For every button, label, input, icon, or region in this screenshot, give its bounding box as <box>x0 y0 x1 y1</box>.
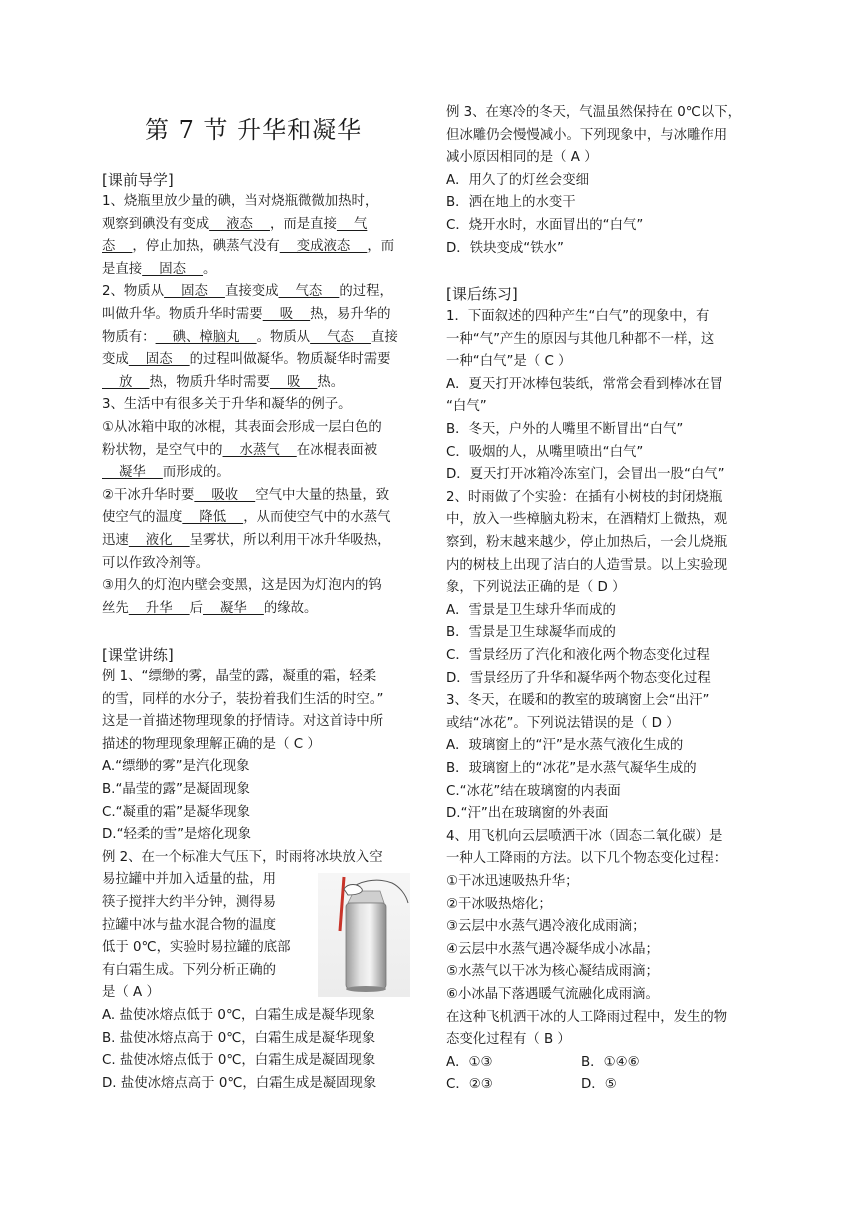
answer-blank: 气 <box>336 216 368 232</box>
after-class-line <box>446 873 579 891</box>
text: 呈雾状，所以利用干冰升华吸热， <box>189 533 391 548</box>
class-practice-line <box>102 1030 375 1048</box>
text: D．夏天打开冰箱冷冻室门，会冒出一股“白气” <box>446 467 725 483</box>
section-heading-class-practice: [课堂讲练] <box>102 646 174 664</box>
answer-option: B．①④⑥ <box>581 1054 640 1070</box>
text: 观察到碘没有变成 <box>102 216 210 232</box>
text: D.“汗”出在玻璃窗的外表面 <box>446 806 609 822</box>
text: 2、物质从 <box>102 284 165 300</box>
page-title: 第 7 节 升华和凝华 <box>145 116 363 144</box>
class-practice-line <box>102 804 250 822</box>
text: 空气中大量的热量，致 <box>255 487 390 503</box>
after-class-line <box>446 828 722 846</box>
text: D. 盐使冰熔点高于 0℃，白霜生成是凝固现象 <box>102 1075 377 1091</box>
text: ②干冰升华时要 <box>102 487 195 503</box>
text: D．雪景经历了升华和凝华两个物态变化过程 <box>446 670 711 686</box>
pre-study-line <box>102 600 317 618</box>
text: D.“轻柔的雪”是熔化现象 <box>102 827 251 843</box>
text: ①从冰箱中取的冰棍，其表面会形成一层白色的 <box>102 420 382 435</box>
after-class-line <box>446 963 659 981</box>
text: 1、烧瓶里放少量的碘，当对烧瓶微微加热时， <box>102 194 379 209</box>
can-illustration <box>318 873 410 997</box>
text: 态变化过程有（ B ） <box>446 1032 571 1048</box>
after-class-line <box>446 783 621 801</box>
answer-blank: 固态 <box>164 284 225 300</box>
text: 后 <box>189 600 204 616</box>
text: ，从而使空气中的水蒸气 <box>243 510 391 526</box>
answer-blank: 吸 <box>262 307 311 322</box>
text: 在这种飞机洒干冰的人工降雨过程中，发生的物 <box>446 1009 728 1025</box>
answer-blank: 液化 <box>128 533 190 548</box>
text: ⑤水蒸气以干冰为核心凝结成雨滴； <box>446 964 659 980</box>
after-class-line <box>446 918 645 936</box>
class-practice-line <box>102 894 276 912</box>
text: A．用久了的灯丝会变细 <box>446 172 590 188</box>
class-practice-line <box>102 917 276 935</box>
text: 一种人工降雨的方法。以下几个物态变化过程： <box>446 851 728 867</box>
pre-study-line <box>102 306 390 324</box>
class-practice-line <box>102 826 251 844</box>
class-practice-line <box>102 871 276 889</box>
text: A. 盐使冰熔点低于 0℃，白霜生成是凝华现象 <box>102 1008 375 1023</box>
after-class-line <box>446 421 683 439</box>
pre-study-line <box>102 396 352 414</box>
text: B.“晶莹的露”是凝固现象 <box>102 782 250 797</box>
text: 2、时雨做了个实验：在插有小树枝的封闭烧瓶 <box>446 489 723 505</box>
pre-study-line <box>102 238 394 256</box>
text: 例 1、“缥缈的雾，晶莹的露，凝重的霜，轻柔 <box>102 669 377 684</box>
text: C. 盐使冰熔点低于 0℃，白霜生成是凝固现象 <box>102 1053 376 1069</box>
answer-blank: 气态 <box>310 329 371 345</box>
pre-study-line <box>102 555 209 573</box>
text: 的缘故。 <box>263 600 318 616</box>
class-practice-line <box>102 668 376 686</box>
text: C．吸烟的人，从嘴里喷出“白气” <box>446 444 644 460</box>
text: 使空气的温度 <box>102 510 183 526</box>
text: C．雪景经历了汽化和液化两个物态变化过程 <box>446 648 710 663</box>
text: 象，下列说法正确的是（ D ） <box>446 580 626 596</box>
after-class-line <box>446 896 552 914</box>
answer-option: A．①③ <box>446 1054 493 1070</box>
after-class-line <box>446 444 643 462</box>
after-class-line <box>446 489 722 507</box>
pre-study-line <box>102 532 390 550</box>
text: 丝先 <box>102 600 129 616</box>
after-class-line <box>446 647 710 665</box>
after-class-line <box>446 670 711 688</box>
after-class-line <box>446 398 487 416</box>
text: 减小原因相同的是（ A ） <box>446 150 598 166</box>
pre-study-line <box>102 509 390 527</box>
after-class-line <box>446 760 697 778</box>
text: 叫做升华。物质升华时需要 <box>102 307 263 322</box>
example3-line <box>446 172 589 190</box>
text: 粉状物，是空气中的 <box>102 442 223 458</box>
answer-blank: 放 <box>102 374 150 390</box>
pre-study-line <box>102 329 398 347</box>
answer-blank: 态 <box>102 239 133 255</box>
example3-line <box>446 217 643 235</box>
text: 察到，粉末越来越少，停止加热后，一会儿烧瓶 <box>446 535 728 550</box>
class-practice-line <box>102 781 250 799</box>
text: 4、用飞机向云层喷洒干冰（固态二氧化碳）是 <box>446 828 723 844</box>
text: 。物质从 <box>256 329 311 345</box>
text: 但冰雕仍会慢慢减小。下列现象中，与冰雕作用 <box>446 127 728 143</box>
pre-study-line <box>102 193 378 211</box>
pre-study-line <box>102 442 377 460</box>
text: B．冬天，户外的人嘴里不断冒出“白气” <box>446 422 684 437</box>
text: 3、冬天，在暖和的教室的玻璃窗上会“出汗” <box>446 693 710 709</box>
after-class-line <box>446 805 608 823</box>
answer-blank: 液态 <box>209 216 270 232</box>
class-practice-line <box>102 713 383 731</box>
text: 直接变成 <box>224 284 279 300</box>
text: 的雪，同样的水分子，装扮着我们生活的时空。” <box>102 691 384 707</box>
example3-line <box>446 149 598 167</box>
text: 迅速 <box>102 533 129 548</box>
text: ②干冰吸热熔化； <box>446 896 552 912</box>
text: ④云层中水蒸气遇冷凝华成小冰晶； <box>446 941 659 957</box>
text: A.“缥缈的雾”是汽化现象 <box>102 759 250 775</box>
text: 一种“气”产生的原因与其他几种都不一样，这 <box>446 331 715 347</box>
text: 筷子搅拌大约半分钟，测得易 <box>102 895 277 910</box>
class-practice-line <box>102 939 291 957</box>
text: 在冰棍表面被 <box>296 442 378 458</box>
text: 3、生活中有很多关于升华和凝华的例子。 <box>102 397 352 413</box>
text: A．夏天打开冰棒包装纸，常常会看到棒冰在冒 <box>446 376 723 392</box>
after-class-line <box>446 941 659 959</box>
section-heading-after-class: [课后练习] <box>446 285 518 303</box>
pre-study-line <box>102 351 390 369</box>
text: ，而是直接 <box>269 216 337 232</box>
after-class-line <box>446 624 616 642</box>
answer-blank: 碘、樟脑丸 <box>155 329 257 345</box>
pre-study-line <box>102 216 367 234</box>
text: 热，物质升华时需要 <box>149 374 270 390</box>
text: 热。 <box>317 374 345 390</box>
text: 的过程叫做凝华。物质凝华时需要 <box>189 352 391 368</box>
pre-study-line <box>102 261 216 279</box>
class-practice-line <box>102 691 383 709</box>
after-class-line <box>446 986 659 1004</box>
text: 是直接 <box>102 261 143 277</box>
text: 变成 <box>102 352 129 368</box>
text: 拉罐中冰与盐水混合物的温度 <box>102 917 277 933</box>
after-class-line <box>446 602 616 620</box>
after-class-line <box>446 1031 571 1049</box>
text: 的过程， <box>339 284 393 300</box>
text: 这是一首描述物理现象的抒情诗。对这首诗中所 <box>102 714 384 730</box>
after-class-line <box>446 1009 727 1027</box>
example3-line <box>446 127 727 145</box>
text: 是（ A ） <box>102 985 160 1001</box>
text: 而形成的。 <box>162 465 230 481</box>
text: ，停止加热，碘蒸气没有 <box>132 239 280 255</box>
text: ③用久的灯泡内壁会变黑，这是因为灯泡内的钨 <box>102 578 382 594</box>
text: 1．下面叙述的四种产生“白气”的现象中，有 <box>446 309 710 324</box>
text: D．铁块变成“铁水” <box>446 240 564 256</box>
answer-blank: 吸 <box>269 374 318 390</box>
after-class-line <box>446 308 709 326</box>
answer-blank: 气态 <box>278 284 340 300</box>
text: B．洒在地上的水变干 <box>446 195 576 211</box>
text: 有白霜生成。下列分析正确的 <box>102 962 277 978</box>
class-practice-line <box>102 962 276 980</box>
answer-option: C．②③ <box>446 1077 493 1093</box>
text: 热，易升华的 <box>310 307 391 322</box>
pre-study-line <box>102 283 393 301</box>
class-practice-line <box>102 1052 375 1070</box>
after-class-line <box>446 692 709 710</box>
answer-blank: 水蒸气 <box>222 442 297 458</box>
after-class-line <box>446 579 626 597</box>
text: 一种“白气”是（ C ） <box>446 354 572 370</box>
class-practice-line <box>102 736 321 754</box>
text: A．雪景是卫生球升华而成的 <box>446 602 616 618</box>
text: 。 <box>203 261 217 277</box>
answer-blank: 固态 <box>128 352 190 368</box>
answer-option: D．⑤ <box>581 1077 617 1093</box>
class-practice-line <box>102 1007 375 1025</box>
class-practice-line <box>102 984 160 1002</box>
class-practice-line <box>102 758 250 776</box>
text: 可以作致冷剂等。 <box>102 555 210 571</box>
answer-blank: 变成液态 <box>279 239 368 255</box>
class-practice-line <box>102 1075 376 1093</box>
pre-study-line <box>102 374 344 392</box>
pre-study-line <box>102 464 230 482</box>
text: 描述的物理现象理解正确的是（ C ） <box>102 736 321 752</box>
class-practice-line <box>102 849 383 867</box>
after-class-line <box>446 715 680 733</box>
text: 或结“冰花”。下列说法错误的是（ D ） <box>446 715 680 731</box>
example3-line <box>446 240 564 258</box>
after-class-line <box>446 353 571 371</box>
answer-blank: 凝华 <box>203 600 264 616</box>
after-class-line <box>446 737 683 755</box>
answer-blank: 凝华 <box>102 465 163 481</box>
text: C.“冰花”结在玻璃窗的内表面 <box>446 783 621 799</box>
answer-blank: 固态 <box>142 261 204 277</box>
text: 例 3、在寒冷的冬天，气温虽然保持在 0℃以下， <box>446 105 742 120</box>
section-heading-pre-study: [课前导学] <box>102 171 174 189</box>
text: 中，放入一些樟脑丸粉末，在酒精灯上微热，观 <box>446 512 728 528</box>
text: ①干冰迅速吸热升华； <box>446 874 579 889</box>
text: 直接 <box>370 329 398 345</box>
text: B．雪景是卫生球凝华而成的 <box>446 625 616 641</box>
answer-blank: 升华 <box>128 600 190 616</box>
example3-line <box>446 104 741 122</box>
example3-line <box>446 194 576 212</box>
after-class-line <box>446 376 723 394</box>
text: 例 2、在一个标准大气压下，时雨将冰块放入空 <box>102 849 383 865</box>
answer-blank: 吸收 <box>194 487 256 503</box>
after-class-line <box>446 511 727 529</box>
pre-study-line <box>102 487 389 505</box>
text: 物质有： <box>102 329 156 345</box>
pre-study-line <box>102 577 382 595</box>
after-class-line <box>446 534 727 552</box>
text: 低于 0℃，实验时易拉罐的底部 <box>102 940 291 956</box>
text: ③云层中水蒸气遇冷液化成雨滴； <box>446 919 646 935</box>
text: C.“凝重的霜”是凝华现象 <box>102 804 250 820</box>
text: A．玻璃窗上的“汗”是水蒸气液化生成的 <box>446 738 684 754</box>
text: ⑥小冰晶下落遇暖气流融化成雨滴。 <box>446 987 659 1002</box>
text: C．烧开水时，水面冒出的“白气” <box>446 218 644 233</box>
text: B. 盐使冰熔点高于 0℃，白霜生成是凝华现象 <box>102 1030 376 1046</box>
after-class-line <box>446 331 714 349</box>
after-class-line <box>446 557 727 575</box>
after-class-line <box>446 850 727 868</box>
pre-study-line <box>102 419 382 437</box>
after-class-line <box>446 466 725 484</box>
text: B．玻璃窗上的“冰花”是水蒸气凝华生成的 <box>446 761 697 776</box>
answer-blank: 降低 <box>182 510 244 526</box>
text: ，而 <box>367 239 395 255</box>
text: “白气” <box>446 399 487 415</box>
text: 内的树枝上出现了洁白的人造雪景。以上实验现 <box>446 557 728 573</box>
text: 易拉罐中并加入适量的盐，用 <box>102 872 277 888</box>
can-hand-chopstick-icon <box>318 873 410 997</box>
